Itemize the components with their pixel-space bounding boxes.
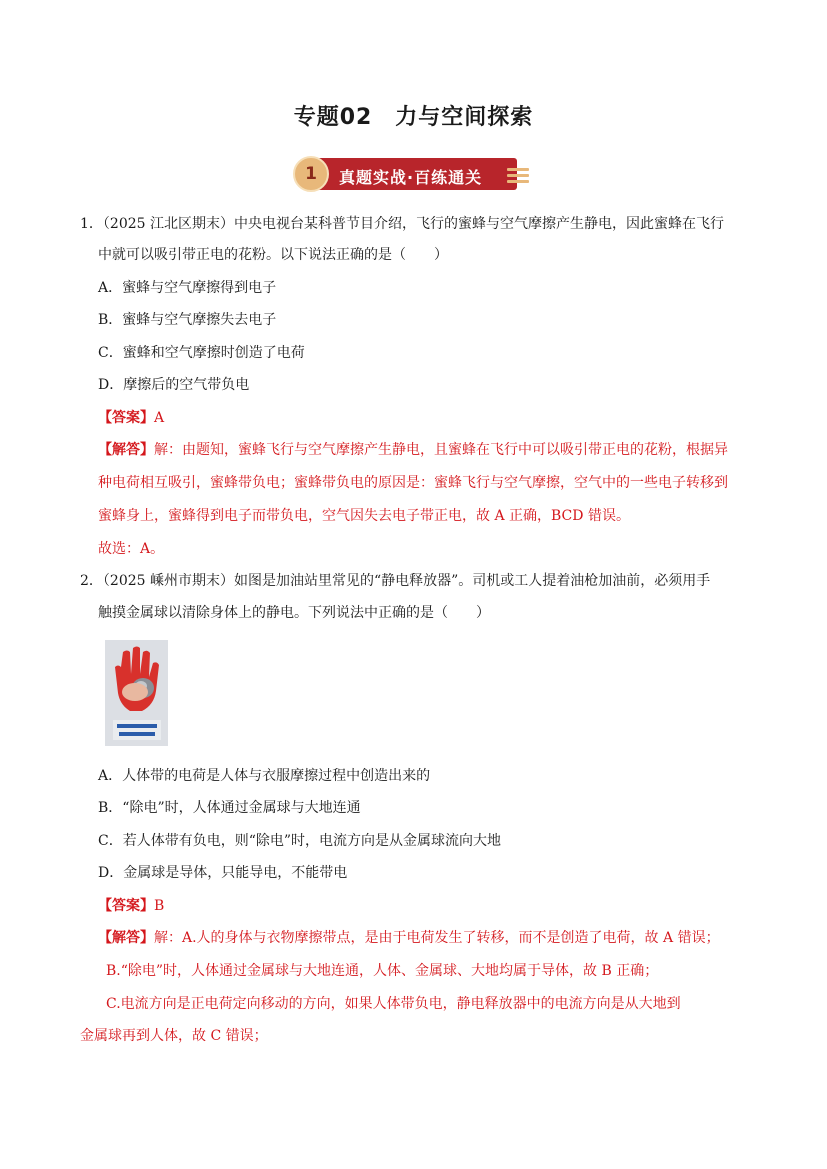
q1-analysis-line3: 蜜蜂身上，蜜蜂得到电子而带负电，空气因失去电子带正电，故 A 正确，BCD 错误。 — [98, 508, 630, 524]
q1-option-a: A．蜜蜂与空气摩擦得到电子 — [98, 280, 277, 296]
q1-answer-tag: 【答案】 — [98, 410, 154, 426]
q2-analysis-tag: 【解答】 — [98, 930, 154, 946]
section-banner — [293, 155, 533, 193]
q1-stem-line2: 中就可以吸引带正电的花粉。以下说法正确的是（ ） — [98, 247, 448, 263]
q1-answer-value: A — [154, 410, 165, 426]
q2-analysis-line3: C.电流方向是正电荷定向移动的方向，如果人体带负电，静电释放器中的电流方向是从大地到 — [106, 996, 681, 1012]
q2-analysis-line4: 金属球再到人体，故 C 错误； — [80, 1028, 268, 1044]
q1-option-b: B．蜜蜂与空气摩擦失去电子 — [98, 312, 277, 328]
q1-analysis-text1: 解：由题知，蜜蜂飞行与空气摩擦产生静电，且蜜蜂在飞行中可以吸引带正电的花粉，根据异 — [154, 442, 728, 458]
q2-option-c: C．若人体带有负电，则“除电”时，电流方向是从金属球流向大地 — [98, 833, 502, 849]
banner-number: 1 — [293, 156, 329, 192]
q1-analysis-line1 — [98, 440, 728, 460]
q2-option-a: A．人体带的电荷是人体与衣服摩擦过程中创造出来的 — [98, 768, 431, 784]
q2-analysis-text1: 解：A.人的身体与衣物摩擦带点，是由于电荷发生了转移，而不是创造了电荷，故 A 错误； — [154, 930, 720, 946]
q1-analysis-tag: 【解答】 — [98, 442, 154, 458]
page-title: 专题02 力与空间探索 — [293, 105, 534, 130]
banner-text: 真题实战·百练通关 — [339, 168, 483, 187]
q1-answer — [98, 408, 164, 428]
q1-option-d: D．摩擦后的空气带负电 — [98, 377, 250, 393]
q1-choice: 故选：A。 — [98, 541, 165, 557]
banner-stripes-icon — [507, 168, 529, 186]
q2-answer-value: B — [154, 898, 165, 914]
q2-stem-line2: 触摸金属球以清除身体上的静电。下列说法中正确的是（ ） — [98, 605, 490, 621]
q1-analysis-line2: 种电荷相互吸引，蜜蜂带负电；蜜蜂带负电的原因是：蜜蜂飞行与空气摩擦，空气中的一些电子转移到 — [98, 475, 728, 491]
q2-answer — [98, 896, 164, 916]
q2-stem-line1: 2．（2025 嵊州市期末）如图是加油站里常见的“静电释放器”。司机或工人提着油枪加油前，必须用手 — [80, 573, 711, 589]
q1-option-c: C．蜜蜂和空气摩擦时创造了电荷 — [98, 345, 305, 361]
q2-option-b: B．“除电”时，人体通过金属球与大地连通 — [98, 800, 361, 816]
q2-analysis-line2: B.“除电”时，人体通过金属球与大地连通，人体、金属球、大地均属于导体，故 B 正确； — [106, 963, 659, 979]
q2-option-d: D．金属球是导体，只能导电，不能带电 — [98, 865, 348, 881]
q2-answer-tag: 【答案】 — [98, 898, 154, 914]
q2-analysis-line1 — [98, 928, 720, 948]
static-discharger-image — [105, 640, 168, 746]
red-hand-icon — [105, 640, 168, 746]
q1-stem-line1: 1．（2025 江北区期末）中央电视台某科普节目介绍，飞行的蜜蜂与空气摩擦产生静电，因此蜜蜂在飞行 — [80, 216, 724, 232]
